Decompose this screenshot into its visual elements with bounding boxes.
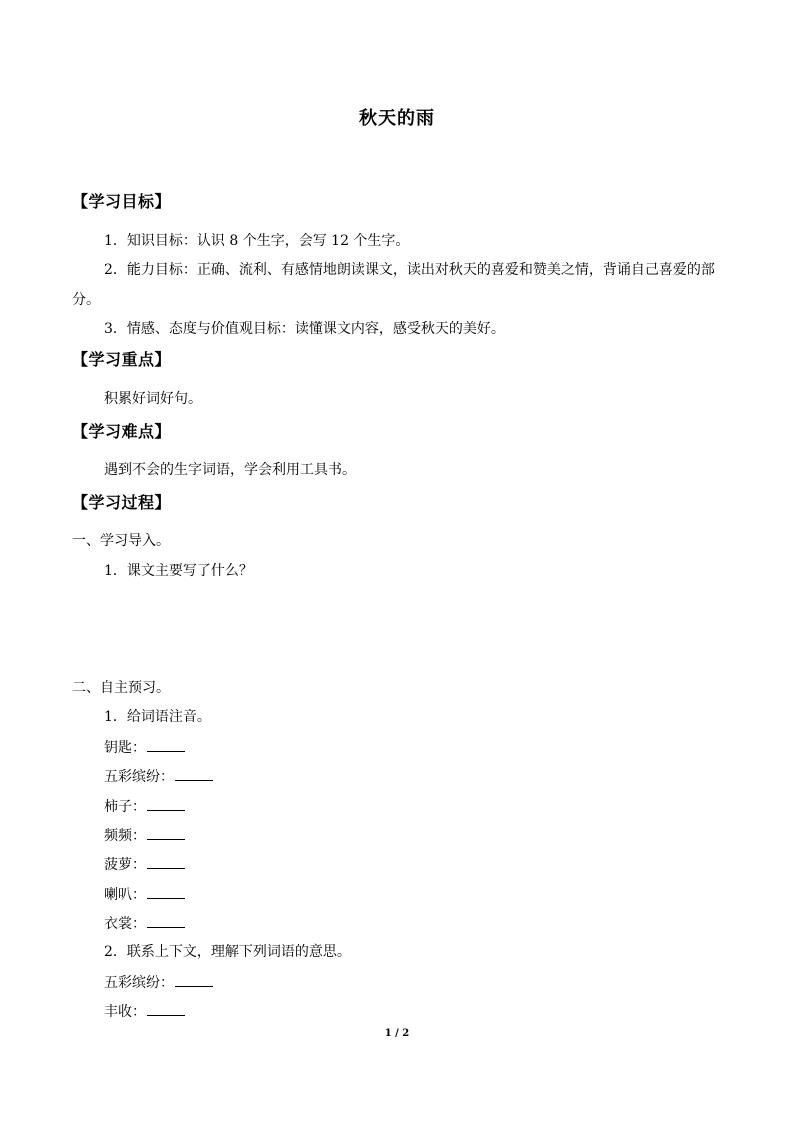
heading-objectives: 【学习目标】 [72,192,172,211]
heading-difficulties: 【学习难点】 [72,422,172,441]
word-label: 五彩缤纷： [104,975,174,991]
answer-blank[interactable] [147,854,185,869]
word-label: 丰收： [104,1004,146,1020]
part2-question-2: 2．联系上下文，理解下列词语的意思。 [104,944,351,960]
pinyin-item [104,913,185,934]
page-title: 秋天的雨 [359,108,435,129]
answer-blank[interactable] [147,737,185,752]
heading-key-points: 【学习重点】 [72,350,172,369]
word-label: 菠萝： [104,857,146,873]
word-label: 柿子： [104,799,146,815]
pinyin-item [104,825,185,846]
word-label: 衣裳： [104,916,146,932]
answer-blank[interactable] [175,766,213,781]
pinyin-item [104,796,185,817]
objective-item-3: 3．情感、态度与价值观目标：读懂课文内容，感受秋天的美好。 [104,321,505,337]
answer-blank[interactable] [175,972,213,987]
part1-question-1: 1．课文主要写了什么？ [104,563,253,579]
objective-item-1: 1．知识目标：认识 8 个生字，会写 12 个生字。 [104,233,410,249]
word-label: 喇叭： [104,887,146,903]
word-label: 钥匙： [104,740,146,756]
part2-question-1: 1．给词语注音。 [104,709,211,725]
pinyin-item [104,737,185,758]
answer-blank[interactable] [147,825,185,840]
word-label: 五彩缤纷： [104,769,174,785]
meaning-item [104,972,213,993]
answer-blank[interactable] [147,1001,185,1016]
answer-blank[interactable] [147,796,185,811]
heading-process: 【学习过程】 [72,493,172,512]
answer-blank[interactable] [147,913,185,928]
difficulties-text: 遇到不会的生字词语，学会利用工具书。 [104,462,356,478]
key-points-text: 积累好词好句。 [104,391,202,407]
pinyin-item [104,884,185,905]
meaning-item [104,1001,185,1022]
page-number: 1 / 2 [384,1028,410,1039]
word-label: 频频： [104,828,146,844]
part2-title: 二、自主预习。 [72,680,170,696]
pinyin-item [104,854,185,875]
pinyin-item [104,766,213,787]
objective-item-2: 2．能力目标：正确、流利、有感情地朗读课文，读出对秋天的喜爱和赞美之情，背诵自己喜爱的部分。 [72,262,715,308]
answer-blank[interactable] [147,884,185,899]
part1-title: 一、学习导入。 [72,533,170,549]
